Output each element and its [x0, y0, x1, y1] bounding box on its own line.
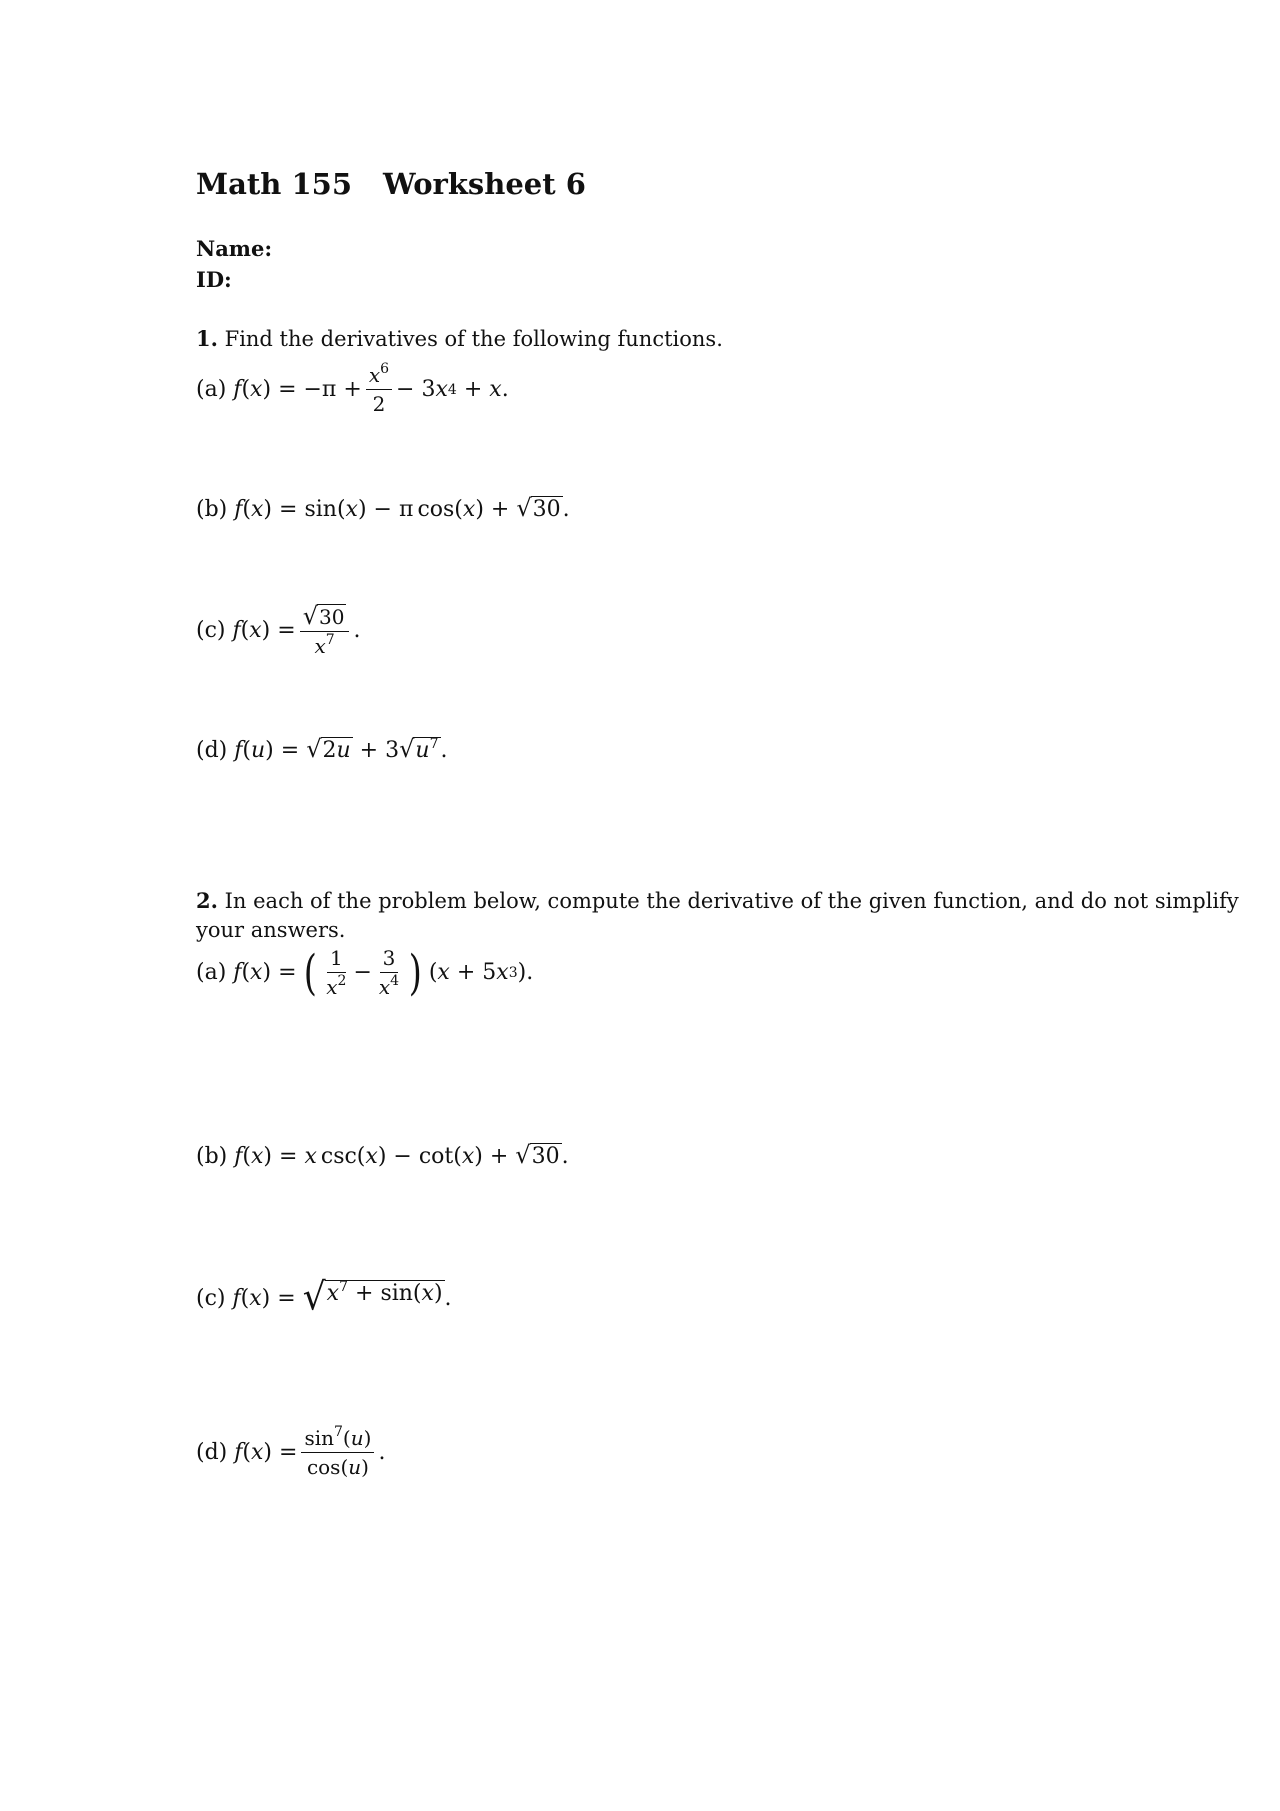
problem-2c: (c) f ( x ) = √ $x^7 + \sin(x)$ . — [196, 1275, 452, 1319]
problem-1b: (b) f ( x ) = sin( x ) − π cos( x ) + √ 30 . — [196, 494, 570, 522]
problem-1d-label: (d) — [196, 737, 228, 763]
problem-2d-label: (d) — [196, 1440, 228, 1465]
question-2-prompt — [196, 888, 1239, 913]
question-1-text: Find the derivatives of the following functions. — [224, 327, 723, 351]
question-1-number: 1. — [196, 326, 218, 351]
problem-2a: (a) f ( x ) = ( $\frac{1}{x^2}$ − $\frac{3}{x^4}$ ) ( x + 5 x 3 ). — [196, 944, 534, 1001]
problem-2d: (d) f ( x ) = $\frac{\sin^7(u)}{\cos(u)}$ . — [196, 1424, 386, 1479]
course-title: Math 155 — [196, 167, 353, 201]
problem-2b-label: (b) — [196, 1143, 228, 1169]
problem-1b-label: (b) — [196, 496, 228, 522]
problem-1a-label: (a) — [196, 377, 227, 402]
worksheet-title: Worksheet 6 — [383, 167, 586, 201]
problem-1c-label: (c) — [196, 618, 226, 643]
id-label: ID: — [196, 267, 232, 292]
problem-1d: (d) f ( u ) = √ 2u + 3 √ $u^7$ . — [196, 735, 448, 763]
problem-2c-label: (c) — [196, 1285, 226, 1311]
question-1-prompt — [196, 326, 723, 351]
question-2-number: 2. — [196, 888, 218, 913]
problem-1c: (c) f ( x ) = √ 30 $x^7$ . — [196, 602, 361, 658]
problem-1a: (a) f ( x ) = −π + $\frac{x^6}{2}$ − 3 x 4 + x . — [196, 361, 509, 416]
problem-2a-label: (a) — [196, 960, 227, 985]
name-label: Name: — [196, 236, 273, 261]
question-2-text-line1: In each of the problem below, compute the derivative of the given function, and do not simplify — [224, 889, 1239, 913]
problem-2b: (b) f ( x ) = x csc( x ) − cot( x ) + √ 30 . — [196, 1141, 569, 1169]
question-2-text-line2: your answers. — [196, 918, 346, 942]
